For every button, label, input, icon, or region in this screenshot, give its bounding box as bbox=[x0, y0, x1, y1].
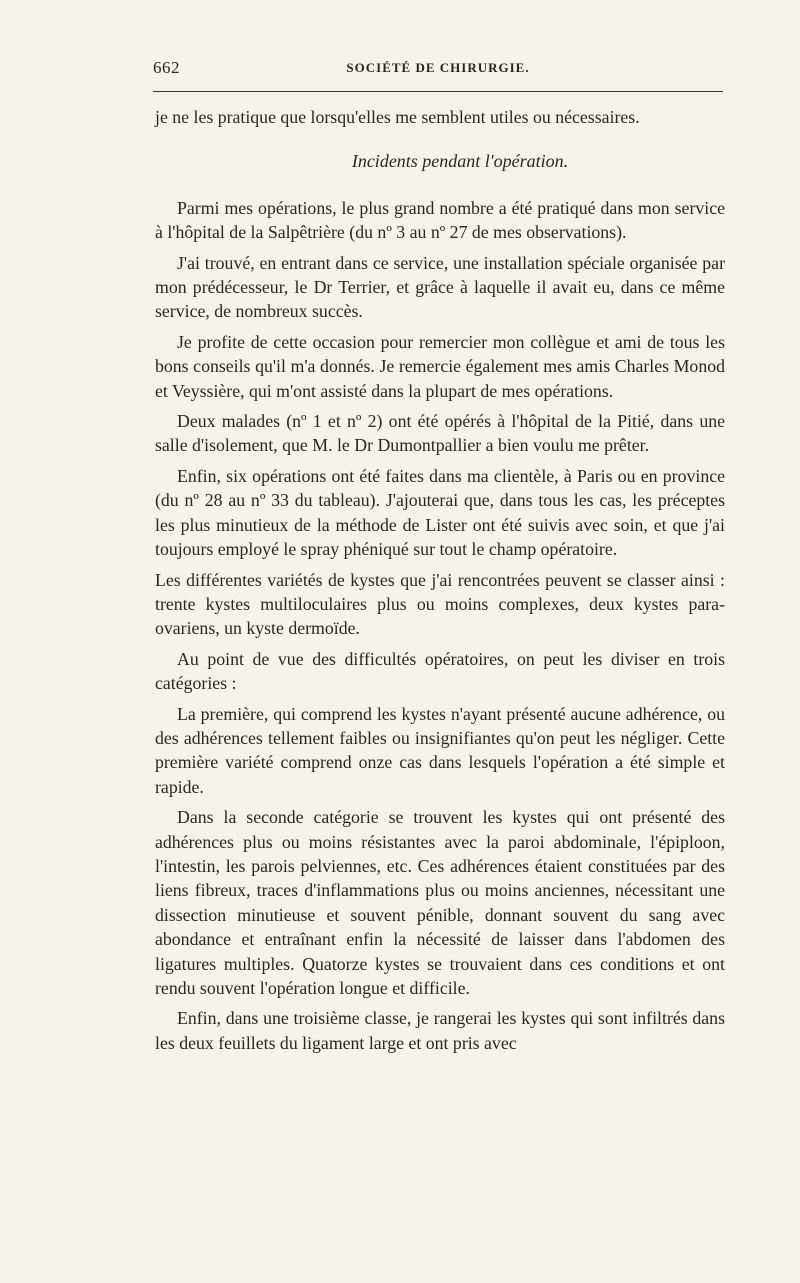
paragraph: Enfin, six opérations ont été faites dans ma clientèle, à Paris ou en province (du nº 28 au nº 33 du tableau). J'ajouterai que, dans tous les cas, les préceptes les plus minutieux de la méthode de Lister ont été suivis avec soin, et que j'ai toujours employé le spray phéniqué sur tout le champ opératoire. bbox=[155, 465, 725, 560]
paragraph: J'ai trouvé, en entrant dans ce service, une installation spéciale organisée par mon prédécesseur, le Dr Terrier, et grâce à laquelle il avait eu, dans ce même service, de nombreux succès. bbox=[155, 252, 725, 322]
page-number: 662 bbox=[153, 58, 180, 77]
paragraph: Je profite de cette occasion pour remercier mon collègue et ami de tous les bons conseils qu'il m'a donnés. Je remercie également mes amis Charles Monod et Veyssière, qui m'ont assisté dans la plupart de mes opérations. bbox=[155, 331, 725, 401]
section-heading: Incidents pendant l'opération. bbox=[351, 151, 569, 172]
paragraph: Deux malades (nº 1 et nº 2) ont été opérés à l'hôpital de la Pitié, dans une salle d'isolement, que M. le Dr Dumontpallier a bien voulu me prêter. bbox=[155, 411, 725, 456]
paragraph: Au point de vue des difficultés opératoires, on peut les diviser en trois catégories : bbox=[155, 648, 725, 694]
paragraph: Enfin, dans une troisième classe, je rangerai les kystes qui sont infiltrés dans les deux feuillets du ligament large et ont pris avec bbox=[155, 1008, 725, 1053]
paragraph: La première, qui comprend les kystes n'ayant présenté aucune adhérence, ou des adhérences tellement faibles ou insignifiantes qu'on peut les négliger. Cette première variété comprend onze cas dans lesquels l'opération a été simple et rapide. bbox=[155, 703, 725, 797]
page-header bbox=[153, 58, 723, 84]
header-rule bbox=[153, 91, 723, 92]
running-head: SOCIÉTÉ DE CHIRURGIE. bbox=[346, 60, 530, 75]
paragraph: Parmi mes opérations, le plus grand nombre a été pratiqué dans mon service à l'hôpital de la Salpêtrière (du nº 3 au nº 27 de mes observations). bbox=[155, 197, 725, 243]
paragraph: Les différentes variétés de kystes que j'ai rencontrées peuvent se classer ainsi : trente kystes multiloculaires plus ou moins complexes, deux kystes para-ovariens, un kyste dermoïde. bbox=[155, 569, 725, 639]
paragraph: Dans la seconde catégorie se trouvent les kystes qui ont présenté des adhérences plus ou moins résistantes avec la paroi abdominale, l'épiploon, l'intestin, les parois pelviennes, etc. Ces adhérences étaient constituées par des liens fibreux, traces d'inflammations plus ou moins anciennes, nécessitant une dissection minutieuse et souvent pénible, donnant souvent du sang avec abondance et entraînant enfin la nécessité de laisser dans l'abdomen des ligatures multiples. Quatorze kystes se trouvaient dans ces conditions et ont rendu souvent l'opération longue et difficile. bbox=[155, 807, 725, 998]
body-text bbox=[155, 105, 725, 1061]
paragraph: je ne les pratique que lorsqu'elles me semblent utiles ou nécessaires. bbox=[155, 107, 640, 127]
